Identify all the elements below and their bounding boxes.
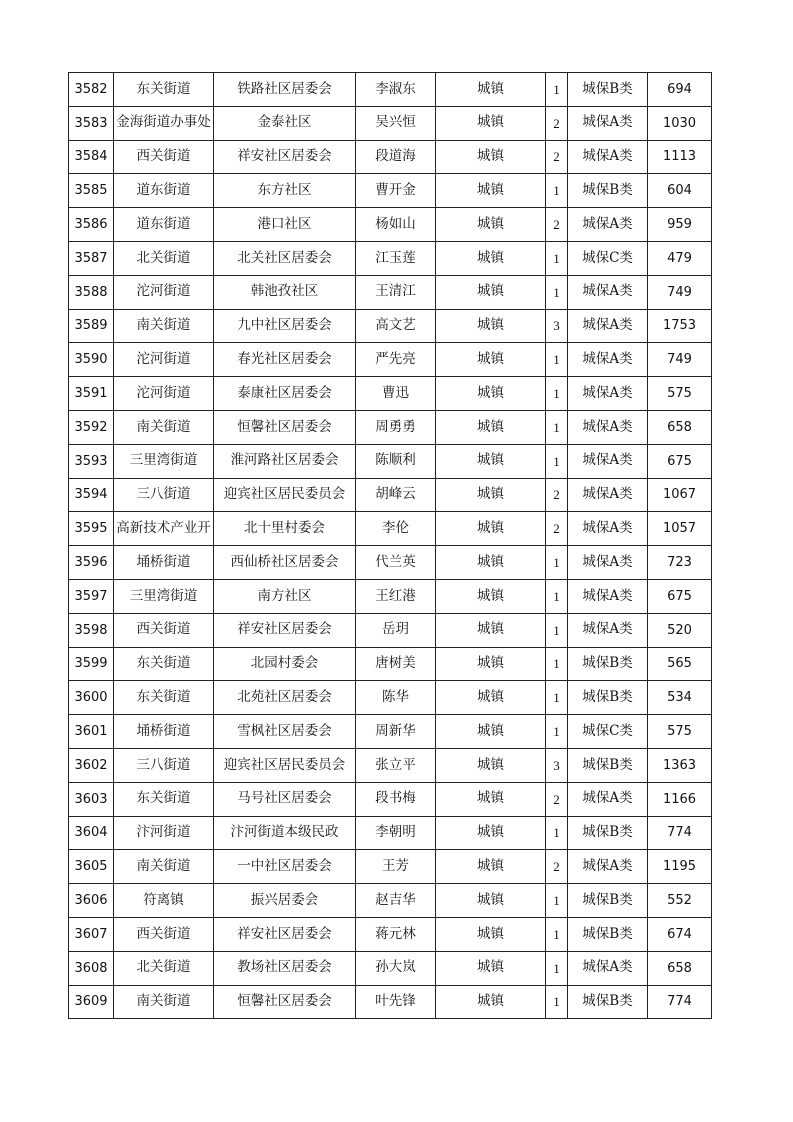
category-cell: 城保A类 (568, 546, 648, 580)
area-type-cell: 城镇 (436, 241, 546, 275)
household-size-cell: 2 (546, 478, 568, 512)
amount-cell: 658 (648, 951, 712, 985)
table-row (69, 410, 712, 444)
amount-cell: 479 (648, 241, 712, 275)
table-row (69, 985, 712, 1019)
name-cell: 李伦 (356, 512, 436, 546)
area-type-cell: 城镇 (436, 512, 546, 546)
serial-number-cell: 3600 (69, 681, 114, 715)
name-cell: 陈顺利 (356, 444, 436, 478)
community-cell: 九中社区居委会 (214, 309, 356, 343)
area-type-cell: 城镇 (436, 816, 546, 850)
table-row (69, 174, 712, 208)
category-cell: 城保B类 (568, 647, 648, 681)
household-size-cell: 2 (546, 850, 568, 884)
serial-number-cell: 3586 (69, 208, 114, 242)
serial-number-cell: 3609 (69, 985, 114, 1019)
household-size-cell: 2 (546, 106, 568, 140)
amount-cell: 674 (648, 917, 712, 951)
name-cell: 张立平 (356, 748, 436, 782)
serial-number-cell: 3592 (69, 410, 114, 444)
category-cell: 城保A类 (568, 478, 648, 512)
community-cell: 淮河路社区居委会 (214, 444, 356, 478)
household-size-cell: 2 (546, 512, 568, 546)
serial-number-cell: 3583 (69, 106, 114, 140)
table-row (69, 613, 712, 647)
household-size-cell: 1 (546, 715, 568, 749)
household-size-cell: 1 (546, 174, 568, 208)
category-cell: 城保A类 (568, 208, 648, 242)
table-row (69, 73, 712, 107)
household-size-cell: 1 (546, 681, 568, 715)
community-cell: 一中社区居委会 (214, 850, 356, 884)
category-cell: 城保A类 (568, 275, 648, 309)
subdistrict-cell: 南关街道 (114, 410, 214, 444)
table-body (69, 73, 712, 1019)
area-type-cell: 城镇 (436, 73, 546, 107)
category-cell: 城保A类 (568, 106, 648, 140)
subdistrict-cell: 汴河街道 (114, 816, 214, 850)
area-type-cell: 城镇 (436, 478, 546, 512)
name-cell: 李淑东 (356, 73, 436, 107)
community-cell: 西仙桥社区居委会 (214, 546, 356, 580)
area-type-cell: 城镇 (436, 444, 546, 478)
community-cell: 马号社区居委会 (214, 782, 356, 816)
community-cell: 祥安社区居委会 (214, 613, 356, 647)
community-cell: 祥安社区居委会 (214, 140, 356, 174)
serial-number-cell: 3597 (69, 579, 114, 613)
table-row (69, 241, 712, 275)
serial-number-cell: 3591 (69, 377, 114, 411)
serial-number-cell: 3589 (69, 309, 114, 343)
household-size-cell: 1 (546, 73, 568, 107)
name-cell: 王芳 (356, 850, 436, 884)
serial-number-cell: 3585 (69, 174, 114, 208)
amount-cell: 959 (648, 208, 712, 242)
community-cell: 汴河街道本级民政 (214, 816, 356, 850)
name-cell: 吴兴恒 (356, 106, 436, 140)
community-cell: 韩池孜社区 (214, 275, 356, 309)
community-cell: 铁路社区居委会 (214, 73, 356, 107)
name-cell: 叶先锋 (356, 985, 436, 1019)
community-cell: 雪枫社区居委会 (214, 715, 356, 749)
table-row (69, 647, 712, 681)
subdistrict-cell: 埇桥街道 (114, 546, 214, 580)
name-cell: 唐树美 (356, 647, 436, 681)
community-cell: 东方社区 (214, 174, 356, 208)
area-type-cell: 城镇 (436, 309, 546, 343)
community-cell: 南方社区 (214, 579, 356, 613)
serial-number-cell: 3590 (69, 343, 114, 377)
area-type-cell: 城镇 (436, 275, 546, 309)
amount-cell: 675 (648, 579, 712, 613)
community-cell: 迎宾社区居民委员会 (214, 748, 356, 782)
area-type-cell: 城镇 (436, 647, 546, 681)
table-row (69, 512, 712, 546)
community-cell: 北园村委会 (214, 647, 356, 681)
name-cell: 胡峰云 (356, 478, 436, 512)
area-type-cell: 城镇 (436, 208, 546, 242)
subdistrict-cell: 埇桥街道 (114, 715, 214, 749)
amount-cell: 658 (648, 410, 712, 444)
area-type-cell: 城镇 (436, 377, 546, 411)
community-cell: 港口社区 (214, 208, 356, 242)
serial-number-cell: 3608 (69, 951, 114, 985)
area-type-cell: 城镇 (436, 748, 546, 782)
relief-roster-table (68, 72, 712, 1019)
community-cell: 金泰社区 (214, 106, 356, 140)
amount-cell: 575 (648, 715, 712, 749)
community-cell: 振兴居委会 (214, 884, 356, 918)
subdistrict-cell: 沱河街道 (114, 343, 214, 377)
amount-cell: 534 (648, 681, 712, 715)
amount-cell: 1195 (648, 850, 712, 884)
subdistrict-cell: 东关街道 (114, 681, 214, 715)
area-type-cell: 城镇 (436, 850, 546, 884)
subdistrict-cell: 金海街道办事处 (114, 106, 214, 140)
serial-number-cell: 3598 (69, 613, 114, 647)
category-cell: 城保A类 (568, 309, 648, 343)
community-cell: 北苑社区居委会 (214, 681, 356, 715)
household-size-cell: 1 (546, 917, 568, 951)
amount-cell: 675 (648, 444, 712, 478)
serial-number-cell: 3595 (69, 512, 114, 546)
name-cell: 陈华 (356, 681, 436, 715)
amount-cell: 694 (648, 73, 712, 107)
household-size-cell: 1 (546, 444, 568, 478)
subdistrict-cell: 道东街道 (114, 208, 214, 242)
household-size-cell: 1 (546, 985, 568, 1019)
subdistrict-cell: 沱河街道 (114, 377, 214, 411)
subdistrict-cell: 南关街道 (114, 985, 214, 1019)
amount-cell: 565 (648, 647, 712, 681)
serial-number-cell: 3602 (69, 748, 114, 782)
table-row (69, 681, 712, 715)
serial-number-cell: 3606 (69, 884, 114, 918)
household-size-cell: 2 (546, 140, 568, 174)
area-type-cell: 城镇 (436, 917, 546, 951)
serial-number-cell: 3584 (69, 140, 114, 174)
name-cell: 王清江 (356, 275, 436, 309)
subdistrict-cell: 三里湾街道 (114, 444, 214, 478)
subdistrict-cell: 沱河街道 (114, 275, 214, 309)
category-cell: 城保A类 (568, 951, 648, 985)
household-size-cell: 1 (546, 275, 568, 309)
community-cell: 北十里村委会 (214, 512, 356, 546)
subdistrict-cell: 东关街道 (114, 73, 214, 107)
table-row (69, 377, 712, 411)
table-row (69, 715, 712, 749)
table-row (69, 343, 712, 377)
household-size-cell: 1 (546, 546, 568, 580)
category-cell: 城保A类 (568, 377, 648, 411)
area-type-cell: 城镇 (436, 410, 546, 444)
name-cell: 段书梅 (356, 782, 436, 816)
area-type-cell: 城镇 (436, 174, 546, 208)
area-type-cell: 城镇 (436, 106, 546, 140)
area-type-cell: 城镇 (436, 884, 546, 918)
amount-cell: 749 (648, 275, 712, 309)
table-row (69, 478, 712, 512)
table-row (69, 579, 712, 613)
category-cell: 城保C类 (568, 241, 648, 275)
category-cell: 城保B类 (568, 884, 648, 918)
subdistrict-cell: 三八街道 (114, 748, 214, 782)
household-size-cell: 1 (546, 951, 568, 985)
category-cell: 城保A类 (568, 613, 648, 647)
serial-number-cell: 3601 (69, 715, 114, 749)
subdistrict-cell: 西关街道 (114, 917, 214, 951)
category-cell: 城保C类 (568, 715, 648, 749)
category-cell: 城保A类 (568, 782, 648, 816)
amount-cell: 774 (648, 985, 712, 1019)
serial-number-cell: 3603 (69, 782, 114, 816)
serial-number-cell: 3599 (69, 647, 114, 681)
name-cell: 李朝明 (356, 816, 436, 850)
subdistrict-cell: 南关街道 (114, 309, 214, 343)
serial-number-cell: 3593 (69, 444, 114, 478)
household-size-cell: 2 (546, 208, 568, 242)
table-row (69, 546, 712, 580)
household-size-cell: 3 (546, 309, 568, 343)
name-cell: 曹开金 (356, 174, 436, 208)
household-size-cell: 1 (546, 377, 568, 411)
amount-cell: 1057 (648, 512, 712, 546)
name-cell: 赵吉华 (356, 884, 436, 918)
amount-cell: 552 (648, 884, 712, 918)
household-size-cell: 1 (546, 884, 568, 918)
name-cell: 王红港 (356, 579, 436, 613)
household-size-cell: 1 (546, 410, 568, 444)
table-row (69, 208, 712, 242)
name-cell: 周新华 (356, 715, 436, 749)
area-type-cell: 城镇 (436, 985, 546, 1019)
category-cell: 城保B类 (568, 681, 648, 715)
name-cell: 孙大岚 (356, 951, 436, 985)
community-cell: 教场社区居委会 (214, 951, 356, 985)
table-row (69, 917, 712, 951)
category-cell: 城保A类 (568, 410, 648, 444)
table-row (69, 444, 712, 478)
subdistrict-cell: 东关街道 (114, 647, 214, 681)
serial-number-cell: 3582 (69, 73, 114, 107)
amount-cell: 1113 (648, 140, 712, 174)
community-cell: 迎宾社区居民委员会 (214, 478, 356, 512)
area-type-cell: 城镇 (436, 579, 546, 613)
amount-cell: 1067 (648, 478, 712, 512)
table-row (69, 816, 712, 850)
serial-number-cell: 3605 (69, 850, 114, 884)
serial-number-cell: 3596 (69, 546, 114, 580)
table-row (69, 309, 712, 343)
household-size-cell: 1 (546, 241, 568, 275)
table-row (69, 140, 712, 174)
area-type-cell: 城镇 (436, 613, 546, 647)
subdistrict-cell: 南关街道 (114, 850, 214, 884)
category-cell: 城保B类 (568, 73, 648, 107)
area-type-cell: 城镇 (436, 343, 546, 377)
community-cell: 恒馨社区居委会 (214, 985, 356, 1019)
area-type-cell: 城镇 (436, 140, 546, 174)
area-type-cell: 城镇 (436, 546, 546, 580)
table-row (69, 782, 712, 816)
amount-cell: 774 (648, 816, 712, 850)
table-row (69, 884, 712, 918)
household-size-cell: 1 (546, 816, 568, 850)
category-cell: 城保A类 (568, 850, 648, 884)
household-size-cell: 1 (546, 613, 568, 647)
amount-cell: 575 (648, 377, 712, 411)
name-cell: 段道海 (356, 140, 436, 174)
name-cell: 杨如山 (356, 208, 436, 242)
serial-number-cell: 3594 (69, 478, 114, 512)
subdistrict-cell: 西关街道 (114, 613, 214, 647)
subdistrict-cell: 北关街道 (114, 951, 214, 985)
community-cell: 北关社区居委会 (214, 241, 356, 275)
subdistrict-cell: 高新技术产业开 (114, 512, 214, 546)
category-cell: 城保A类 (568, 343, 648, 377)
household-size-cell: 1 (546, 579, 568, 613)
table-row (69, 850, 712, 884)
community-cell: 祥安社区居委会 (214, 917, 356, 951)
category-cell: 城保A类 (568, 444, 648, 478)
category-cell: 城保A类 (568, 579, 648, 613)
name-cell: 周勇勇 (356, 410, 436, 444)
name-cell: 高文艺 (356, 309, 436, 343)
amount-cell: 723 (648, 546, 712, 580)
subdistrict-cell: 道东街道 (114, 174, 214, 208)
category-cell: 城保B类 (568, 917, 648, 951)
category-cell: 城保B类 (568, 748, 648, 782)
name-cell: 曹迅 (356, 377, 436, 411)
amount-cell: 1753 (648, 309, 712, 343)
name-cell: 代兰英 (356, 546, 436, 580)
name-cell: 蒋元林 (356, 917, 436, 951)
table-row (69, 106, 712, 140)
name-cell: 江玉莲 (356, 241, 436, 275)
name-cell: 严先亮 (356, 343, 436, 377)
table-row (69, 275, 712, 309)
amount-cell: 749 (648, 343, 712, 377)
serial-number-cell: 3587 (69, 241, 114, 275)
amount-cell: 604 (648, 174, 712, 208)
household-size-cell: 3 (546, 748, 568, 782)
subdistrict-cell: 三里湾街道 (114, 579, 214, 613)
category-cell: 城保A类 (568, 140, 648, 174)
category-cell: 城保B类 (568, 816, 648, 850)
name-cell: 岳玥 (356, 613, 436, 647)
subdistrict-cell: 东关街道 (114, 782, 214, 816)
area-type-cell: 城镇 (436, 715, 546, 749)
area-type-cell: 城镇 (436, 951, 546, 985)
amount-cell: 1030 (648, 106, 712, 140)
community-cell: 泰康社区居委会 (214, 377, 356, 411)
relief-roster-sheet (68, 72, 712, 1019)
household-size-cell: 1 (546, 343, 568, 377)
category-cell: 城保A类 (568, 512, 648, 546)
table-row (69, 951, 712, 985)
serial-number-cell: 3588 (69, 275, 114, 309)
amount-cell: 1166 (648, 782, 712, 816)
community-cell: 春光社区居委会 (214, 343, 356, 377)
table-row (69, 748, 712, 782)
subdistrict-cell: 符离镇 (114, 884, 214, 918)
serial-number-cell: 3607 (69, 917, 114, 951)
household-size-cell: 2 (546, 782, 568, 816)
area-type-cell: 城镇 (436, 681, 546, 715)
community-cell: 恒馨社区居委会 (214, 410, 356, 444)
household-size-cell: 1 (546, 647, 568, 681)
subdistrict-cell: 三八街道 (114, 478, 214, 512)
amount-cell: 1363 (648, 748, 712, 782)
amount-cell: 520 (648, 613, 712, 647)
serial-number-cell: 3604 (69, 816, 114, 850)
subdistrict-cell: 西关街道 (114, 140, 214, 174)
subdistrict-cell: 北关街道 (114, 241, 214, 275)
category-cell: 城保B类 (568, 985, 648, 1019)
area-type-cell: 城镇 (436, 782, 546, 816)
category-cell: 城保B类 (568, 174, 648, 208)
